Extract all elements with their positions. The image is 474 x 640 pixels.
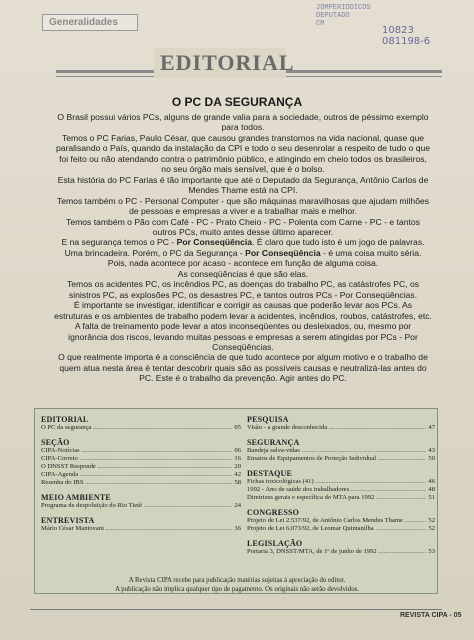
toc-section-heading: LEGISLAÇÃO (247, 539, 303, 548)
page-folio: REVISTA CIPA - 05 (400, 612, 462, 619)
toc-entry-title: Resenha do IBS ..... (41, 479, 232, 487)
toc-entry-title: 1992 - Ano de saúde dos trabalhadores ..... (247, 486, 426, 494)
toc-entry (247, 517, 435, 525)
article-title: O PC DA SEGURANÇA (171, 95, 303, 109)
library-stamp (316, 4, 450, 54)
stamp-line: DEPUTADO (316, 12, 350, 20)
paragraph: Temos o PC Farias, Paulo César, que causou grandes transtornos na vida nacional, quase que paralisando o País, quando da instalação da CPI e todo o seu desenrolar a respeito de tudo o que foi feito ou não atendando contra o patrimônio público, e atingindo em cheio todos os brasileiros, no seu órgão mais sensível, que é o bolso. (55, 132, 431, 175)
toc-entry-title: Visão - a grande desconhecida ..... (247, 424, 426, 432)
toc-entry-title: O DNSST Responde ..... (41, 463, 232, 471)
toc-entry-title: Projeto de Lei 6.073/92, de Leomar Quintanilha ..... (247, 525, 426, 533)
toc-entry-title: Fichas toxicológicas (41) ..... (247, 478, 426, 486)
paragraph: Esta história do PC Farias é tão importante que até o Deputado da Segurança, Antônio Carlos de Mendes Thame está na CPI. (57, 174, 429, 196)
toc-entry-page: 42 (234, 471, 241, 478)
toc-entry-page: 43 (428, 447, 435, 454)
toc-section-heading: PESQUISA (247, 415, 289, 424)
toc-entry-page: 52 (428, 525, 435, 532)
toc-entry (41, 502, 241, 510)
toc-entry-title: O PC da segurança ..... (41, 424, 232, 432)
toc-entry-page: 46 (428, 478, 435, 485)
toc-entry (247, 525, 435, 533)
toc-section-heading: MEIO AMBIENTE (41, 493, 111, 502)
toc-right-column (247, 409, 435, 556)
paragraph: Temos também o Pão com Café - PC - Prato Cheio - PC - Polenta com Carne - PC - e tantos outros PCs, muito antes desse último aparecer. (66, 216, 420, 237)
toc-entry-title: Bandeja salva-vidas ..... (247, 447, 426, 455)
toc-entry-page: 20 (234, 463, 241, 470)
paragraph: Temos os acidentes PC, os incêndios PC, as doenças do trabalho PC, as catástrofes PC, os sinistros PC, as explosões PC, os desastres PC, e tantos outros PCs - Por Conseqüências. (66, 279, 420, 300)
toc-entry (247, 548, 435, 556)
paragraph: Temos também o PC - Personal Computer - que são máquinas maravilhosas que ajudam milhões de pessoas e empresas a viver e a trabalhar mais e melhor. (56, 195, 430, 217)
toc-entry-page: 52 (428, 517, 435, 524)
toc-entry-page: 05 (234, 424, 241, 431)
section-tab: Generalidades (42, 14, 138, 31)
toc-entry-page: 58 (234, 479, 241, 486)
toc-entry (41, 447, 241, 455)
toc-entry (41, 463, 241, 471)
toc-entry-title: Diretrizes gerais e específica do MTA para 1992 ..... (247, 494, 426, 502)
toc-entry-page: 16 (234, 455, 241, 462)
toc-entry-title: CIPA-Notícias ..... (41, 447, 232, 455)
toc-entry-title: Ensaios de Equipamentos de Proteção Individual ..... (247, 455, 426, 463)
toc-left-column (41, 409, 241, 533)
toc-section-heading: DESTAQUE (247, 469, 293, 478)
editorial-heading: EDITORIAL (160, 50, 295, 75)
toc-entry (247, 478, 435, 486)
footer-rule (30, 609, 442, 610)
toc-entry-page: 48 (428, 486, 435, 493)
toc-entry-page: 51 (428, 494, 435, 501)
toc-entry (247, 424, 435, 432)
paragraph: O Brasil possui vários PCs, alguns de grande valia para a sociedade, outros de péssimo exemplo para todos. (57, 112, 429, 133)
stamp-line: JOMPERIODICOS (316, 4, 371, 12)
toc-section-heading: ENTREVISTA (41, 516, 95, 525)
toc-entry-page: 36 (234, 525, 241, 532)
toc-entry-title: Projeto de Lei 2.537/92, de Antônio Carlos Mendes Thame ..... (247, 517, 426, 525)
footnote-line: A Revista CIPA recebe para publicação matérias sujeitas à apreciação do editor. (128, 577, 346, 584)
toc-entry (247, 455, 435, 463)
toc-entry (41, 471, 241, 479)
toc-entry-title: Mário César Mantovani ..... (41, 525, 232, 533)
stamp-handwritten: 081198-6 (382, 36, 431, 47)
toc-section-heading: CONGRESSO (247, 508, 300, 517)
toc-section-heading: SEÇÃO (41, 438, 70, 447)
paragraph: É importante se investigar, identificar e corrigir as causas que poderão levar aos PCs. As estruturas e os ambientes de trabalho podem levar a acidentes, incêndios, roubos, catástrofes, etc. A falta de treinamento pode levar a atos inconseqüentes ou desleixados, ou, mesmo por ignorância dos riscos, levando muitas pessoas e empresas a serem atingidas por PCs - Por Conseqüências. (54, 300, 432, 352)
toc-entry (41, 479, 241, 487)
toc-entry-title: CIPA-Agenda ..... (41, 471, 232, 479)
footnote-line: A publicação não implica qualquer tipo de pagamento. Os originais não serão devolvidos. (115, 585, 359, 593)
stamp-line: CM (316, 20, 325, 28)
table-of-contents (34, 408, 438, 594)
article-body (54, 112, 432, 384)
toc-entry (247, 447, 435, 455)
toc-entry-title: Portaria 3, DNSST/MTA, de 1º de junho de 1992 ..... (247, 548, 426, 556)
toc-section-heading: SEGURANÇA (247, 438, 300, 447)
toc-entry (247, 486, 435, 494)
toc-entry-page: 24 (234, 502, 241, 509)
paragraph: As conseqüências é que são elas. (177, 268, 309, 279)
toc-entry (41, 525, 241, 533)
toc-section-heading: EDITORIAL (41, 415, 89, 424)
toc-entry (41, 424, 241, 432)
submission-note (0, 577, 474, 594)
toc-entry-title: Programa de despoluição do Rio Tietê ..... (41, 502, 232, 510)
toc-entry (247, 494, 435, 502)
paragraph: O que realmente importa é a consciência de que tudo acontece por algum motivo e o trabalho de quem atua nesta área é tentar descobrir quais são as possíveis causas e neutralizá-las antes do PC. Este é o trabalho da prevenção. Agir antes do PC. (58, 352, 428, 384)
toc-entry-page: 53 (428, 548, 435, 555)
toc-entry-title: CIPA-Correio ..... (41, 455, 232, 463)
stamp-handwritten: 10823 (382, 25, 414, 36)
paragraph: E na segurança temos o PC - Por Conseqüência. É claro que tudo isto é um jogo de palavras. Uma brincadeira. Porém, o PC da Segurança - Por Conseqüência - é uma coisa muito séria. Pois, nada acontece por acaso - acontece em função de alguma coisa. (61, 237, 425, 269)
toc-entry-page: 06 (234, 447, 241, 454)
toc-entry-page: 50 (428, 455, 435, 462)
toc-entry (41, 455, 241, 463)
toc-entry-page: 47 (428, 424, 435, 431)
